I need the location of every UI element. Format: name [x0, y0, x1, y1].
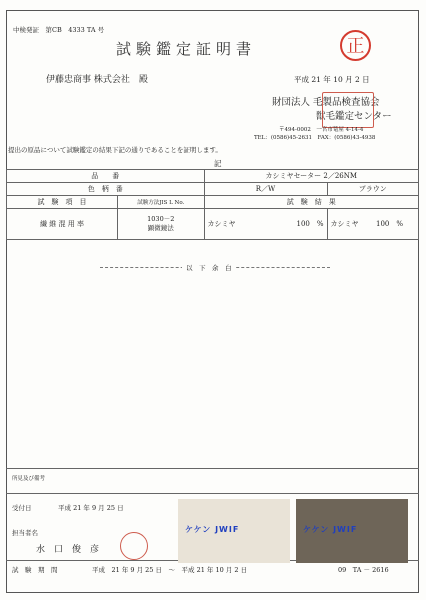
intro-text: 提出の原品について試験鑑定の結果下記の通りであることを証明します。 [8, 146, 222, 154]
color-1: R／W [204, 183, 327, 196]
swatch-label-brown: ケケン JWIF [303, 525, 358, 534]
swatch-label-white: ケケン JWIF [185, 525, 240, 534]
method-name: 顕微鏡法 [147, 224, 174, 232]
certificate-code: 09 TA － 2616 [338, 566, 389, 574]
result-1-fiber: カシミヤ [207, 220, 236, 228]
ki-mark: 記 [214, 159, 222, 168]
result-2 [327, 209, 418, 240]
method-header: 試験方法JIS L No. [118, 196, 205, 209]
person-label: 担当者名 [12, 529, 38, 537]
person-seal [120, 532, 148, 560]
issuer-address: 〒494-0002 一宮市篭屋 4-14-4 [279, 127, 364, 133]
color-2: ブラウン [327, 183, 418, 196]
product-value: カシミヤセーター 2／26NM [204, 170, 418, 183]
issuer-organization: 財団法人 毛製品検査協会 [272, 97, 380, 108]
addressee: 伊藤忠商事 株式会社 殿 [46, 75, 148, 85]
received-label: 受付日 [12, 504, 32, 512]
product-label: 品 番 [7, 170, 205, 183]
result-2-fiber: カシミヤ [330, 220, 359, 228]
result-1 [204, 209, 327, 240]
test-period-value: 平成 21 年 9 月 25 日 ～ 平成 21 年 10 月 2 日 [92, 566, 248, 574]
person-name: 水 口 俊 彦 [36, 545, 100, 555]
result-header: 試 験 結 果 [204, 196, 418, 209]
method-number: 1030－2 [147, 215, 175, 223]
issuer-seal [322, 92, 374, 128]
official-stamp: 正 [340, 30, 371, 61]
issuer-phone: TEL：(0586)45-2631 FAX：(0586)43-4938 [254, 135, 376, 141]
result-table [6, 169, 419, 240]
issuer-center: 獣毛鑑定センター [316, 111, 392, 122]
received-date: 平成 21 年 9 月 25 日 [58, 504, 124, 512]
issue-date: 平成 21 年 10 月 2 日 [294, 75, 370, 84]
document-number: 中検発証 第CB 4333 TA 号 [13, 26, 105, 34]
document-title: 試験鑑定証明書 [116, 40, 257, 58]
test-period-label: 試 験 期 間 [12, 566, 58, 574]
test-item: 繊 維 混 用 率 [7, 209, 118, 240]
notes-row-line [6, 468, 419, 469]
result-2-percent: 100 % [375, 220, 403, 228]
color-label: 色 柄 番 [7, 183, 205, 196]
blank-remark: 以 下 余 白 [182, 263, 236, 272]
item-header: 試 験 項 目 [7, 196, 118, 209]
received-row-line [6, 493, 419, 494]
notes-label: 所見及び備考 [12, 476, 46, 482]
result-1-percent: 100 % [296, 220, 324, 228]
test-method [118, 209, 205, 240]
